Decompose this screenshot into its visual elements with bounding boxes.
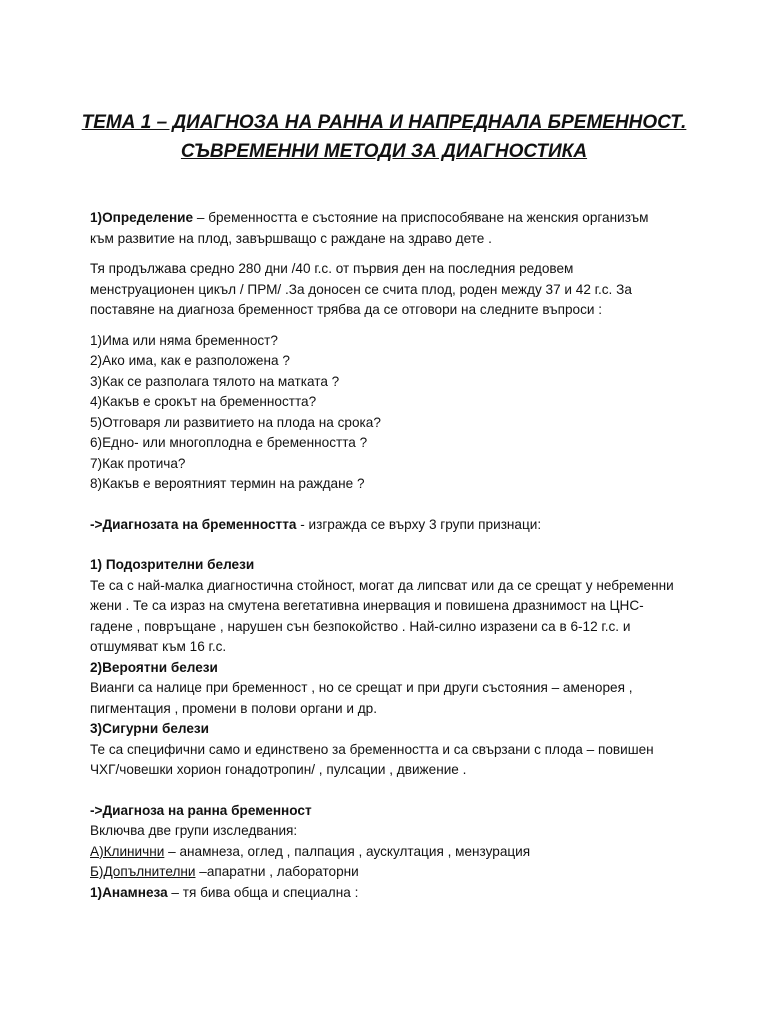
- anamnesis-label: 1)Анамнеза: [90, 884, 168, 900]
- anamnesis-text: – тя бива обща и специална :: [167, 884, 359, 900]
- probable-line-2: пигментация , промени в полови органи и др.: [90, 700, 378, 716]
- duration-line-3: поставяне на диагноза бременност трябва да се отговори на следните въпроси :: [90, 302, 603, 317]
- certain-signs-section: [90, 719, 710, 781]
- suspicious-line-3: гадене , повръщане , нарушен сън безпокойство . Най-силно изразени са в 6-12 г.с. и: [90, 618, 631, 634]
- duration-line-1: Тя продължава средно 280 дни /40 г.с. от първия ден на последния редовем: [90, 261, 574, 276]
- diagnosis-text: - изгражда се върху 3 групи признаци:: [296, 516, 542, 532]
- title-line-2: СЪВРЕМЕННИ МЕТОДИ ЗА ДИАГНОСТИКА: [180, 141, 588, 162]
- document-title: [0, 108, 768, 166]
- early-diagnosis-section: [90, 801, 710, 904]
- certain-line-2: ЧХГ/човешки хорион гонадотропин/ , пулсации , движение .: [90, 762, 467, 777]
- question-item: 5)Отговаря ли развитието на плода на срока?: [90, 414, 381, 430]
- probable-heading: 2)Вероятни белези: [90, 659, 218, 675]
- question-item: 4)Какъв е срокът на бременността?: [90, 394, 317, 409]
- diagnosis-label: ->Диагнозата на бременността: [90, 516, 297, 532]
- question-item: 7)Как протича?: [90, 455, 186, 471]
- clinical-text: – анамнеза, оглед , палпация , аускултация , мензурация: [164, 843, 531, 859]
- additional-label: Б)Допълнителни: [90, 864, 196, 879]
- probable-signs-section: [90, 658, 710, 720]
- document-body: [90, 208, 710, 903]
- suspicious-heading: 1) Подозрителни белези: [90, 557, 255, 572]
- question-item: 1)Има или няма бременност?: [90, 332, 278, 348]
- questions-list: [90, 331, 710, 495]
- certain-line-1: Те са специфични само и единствено за бременността и са свързани с плода – повишен: [90, 741, 654, 757]
- definition-label: 1)Определение: [90, 210, 194, 225]
- clinical-label: А)Клинични: [90, 843, 165, 859]
- suspicious-line-4: отшумяват към 16 г.с.: [90, 639, 227, 654]
- additional-text: –апаратни , лабораторни: [195, 864, 359, 879]
- definition-text-1: – бременността е състояние на приспособяване на женския организъм: [193, 210, 649, 225]
- question-item: 8)Какъв е вероятният термин на раждане ?: [90, 476, 365, 491]
- title-line-1: ТЕМА 1 – ДИАГНОЗА НА РАННА И НАПРЕДНАЛА БРЕМЕННОСТ.: [81, 112, 687, 133]
- question-item: 3)Как се разполага тялото на матката ?: [90, 373, 340, 389]
- duration-paragraph: [90, 259, 710, 321]
- duration-line-2: менструационен цикъл / ПРМ/ .За доносен се счита плод, роден между 37 и 42 г.с. За: [90, 281, 632, 297]
- question-item: 2)Ако има, как е разположена ?: [90, 353, 290, 368]
- definition-paragraph: [90, 208, 710, 249]
- definition-text-2: към развитие на плод, завършващо с раждане на здраво дете .: [90, 230, 492, 246]
- suspicious-line-2: жени . Те са израз на смутена вегетативна инервация и повишена дразнимост на ЦНС-: [90, 598, 644, 613]
- diagnosis-paragraph: [90, 515, 710, 536]
- certain-heading: 3)Сигурни белези: [90, 721, 210, 736]
- early-intro: Включва две групи изследвания:: [90, 823, 298, 838]
- suspicious-line-1: Те са с най-малка диагностична стойност, могат да липсват или да се срещат у небременни: [90, 577, 674, 593]
- question-item: 6)Едно- или многоплодна е бременността ?: [90, 435, 368, 450]
- early-heading: ->Диагноза на ранна бременност: [90, 802, 312, 818]
- probable-line-1: Вианги са налице при бременност , но се срещат и при други състояния – аменорея ,: [90, 680, 633, 695]
- suspicious-signs-section: [90, 555, 710, 658]
